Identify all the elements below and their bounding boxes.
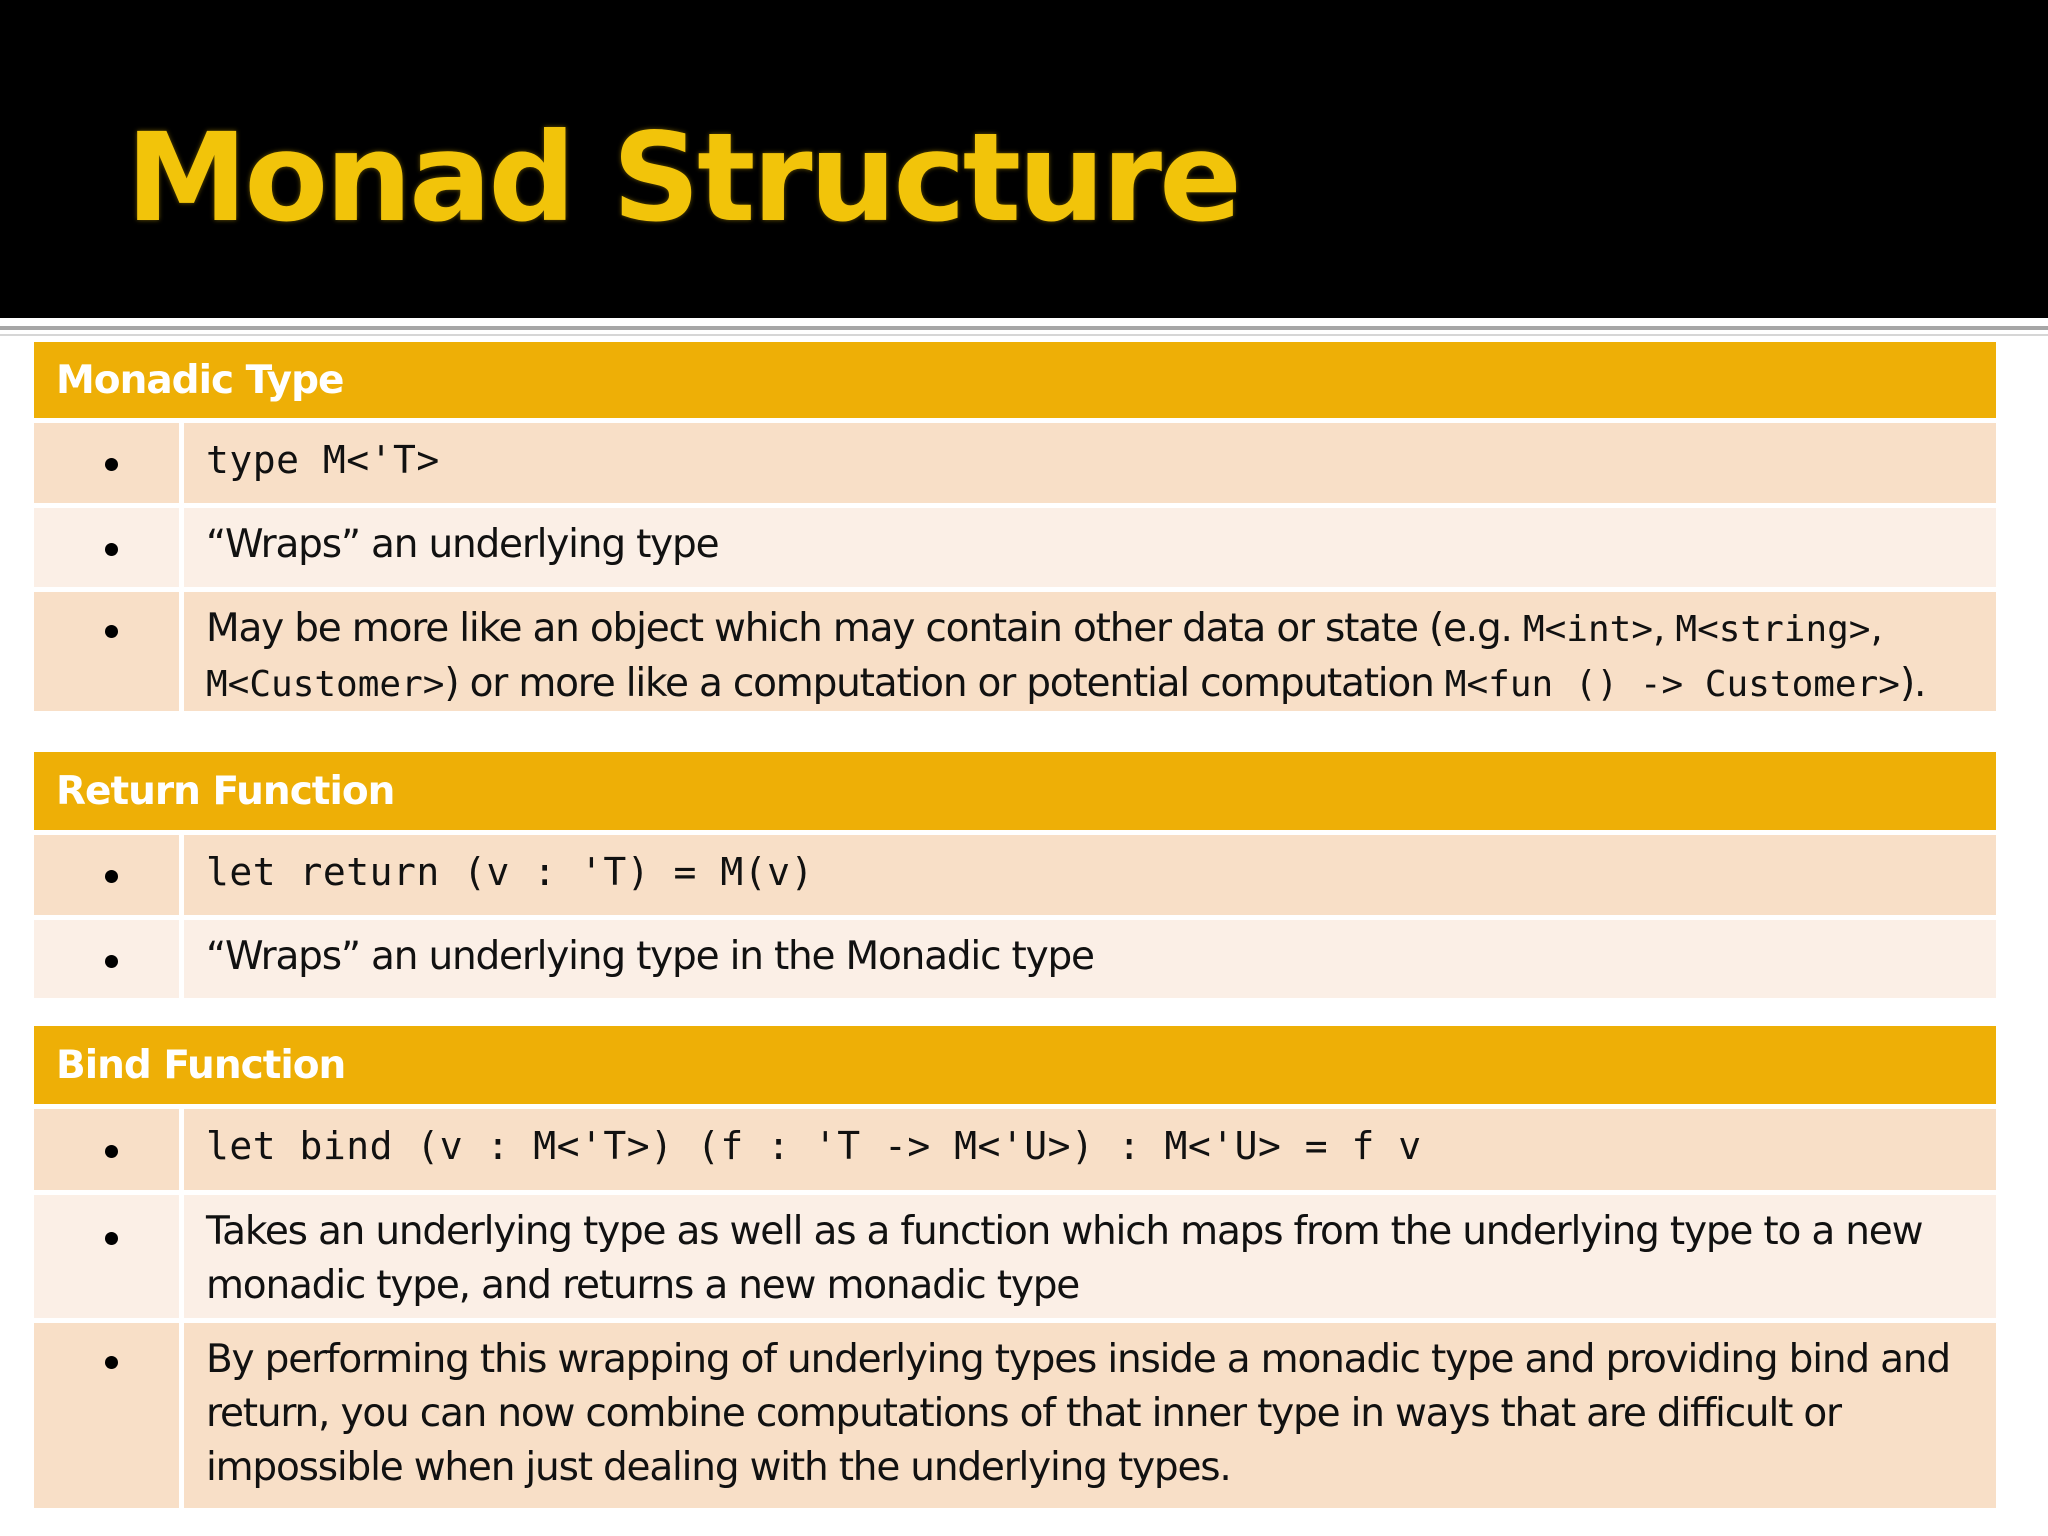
- bullet-cell: [34, 1195, 184, 1318]
- text-segment: ,: [1870, 606, 1882, 651]
- table-row: [34, 1195, 1996, 1323]
- slide-title: Monad Structure: [126, 107, 1239, 249]
- text-line: return, you can now combine computations of that inner type in ways that are difficult or: [206, 1391, 1841, 1436]
- row-text: let return (v : 'T) = M(v): [206, 850, 814, 894]
- text-segment: ).: [1899, 661, 1926, 706]
- text-segment: ) or more like a computation or potential computation: [444, 661, 1445, 706]
- text-line: impossible when just dealing with the underlying types.: [206, 1445, 1231, 1490]
- bullet-cell: [34, 508, 184, 587]
- section-header: Bind Function: [34, 1026, 1996, 1109]
- table-row: [34, 1323, 1996, 1508]
- row-text: [184, 1195, 1996, 1318]
- bullet-icon: [105, 1232, 118, 1245]
- bullet-icon: [105, 1145, 118, 1158]
- bullet-cell: [34, 592, 184, 711]
- row-text: “Wraps” an underlying type: [206, 522, 719, 567]
- table-row: [34, 920, 1996, 1003]
- section-monadic-type: [34, 342, 1996, 716]
- bullet-icon: [105, 955, 118, 968]
- bullet-icon: [105, 1356, 118, 1369]
- bullet-icon: [105, 625, 118, 638]
- bullet-cell: [34, 920, 184, 998]
- text-line: Takes an underlying type as well as a function which maps from the underlying type to a new: [206, 1209, 1923, 1254]
- table-row: [34, 592, 1996, 716]
- bullet-icon: [105, 543, 118, 556]
- code-segment: M<fun () -> Customer>: [1444, 664, 1900, 705]
- table-row: [34, 1109, 1996, 1195]
- text-segment: May be more like an object which may contain other data or state (e.g.: [206, 606, 1523, 651]
- title-bar: [0, 0, 2048, 318]
- code-segment: M<int>: [1522, 609, 1653, 650]
- row-text: let bind (v : M<'T>) (f : 'T -> M<'U>) : M<'U> = f v: [206, 1124, 1422, 1168]
- section-header: Return Function: [34, 752, 1996, 835]
- table-row: [34, 423, 1996, 508]
- text-line: By performing this wrapping of underlying types inside a monadic type and providing bind and: [206, 1337, 1950, 1382]
- code-segment: M<Customer>: [206, 664, 445, 705]
- bullet-icon: [105, 458, 118, 471]
- bullet-cell: [34, 835, 184, 915]
- text-segment: ,: [1653, 606, 1676, 651]
- bullet-icon: [105, 870, 118, 883]
- row-text: [184, 1323, 1996, 1508]
- bullet-cell: [34, 1323, 184, 1508]
- row-text: “Wraps” an underlying type in the Monadic type: [206, 934, 1094, 979]
- bullet-cell: [34, 1109, 184, 1190]
- table-row: [34, 508, 1996, 592]
- divider-rule: [0, 326, 2048, 330]
- section-return-function: [34, 752, 1996, 1003]
- section-header: Monadic Type: [34, 342, 1996, 423]
- divider-rule-thin: [0, 334, 2048, 336]
- code-segment: M<string>: [1675, 609, 1871, 650]
- table-row: [34, 835, 1996, 920]
- text-line: monadic type, and returns a new monadic type: [206, 1263, 1080, 1308]
- row-text: type M<'T>: [206, 438, 440, 482]
- row-text: [184, 592, 1996, 711]
- bullet-cell: [34, 423, 184, 503]
- section-bind-function: [34, 1026, 1996, 1508]
